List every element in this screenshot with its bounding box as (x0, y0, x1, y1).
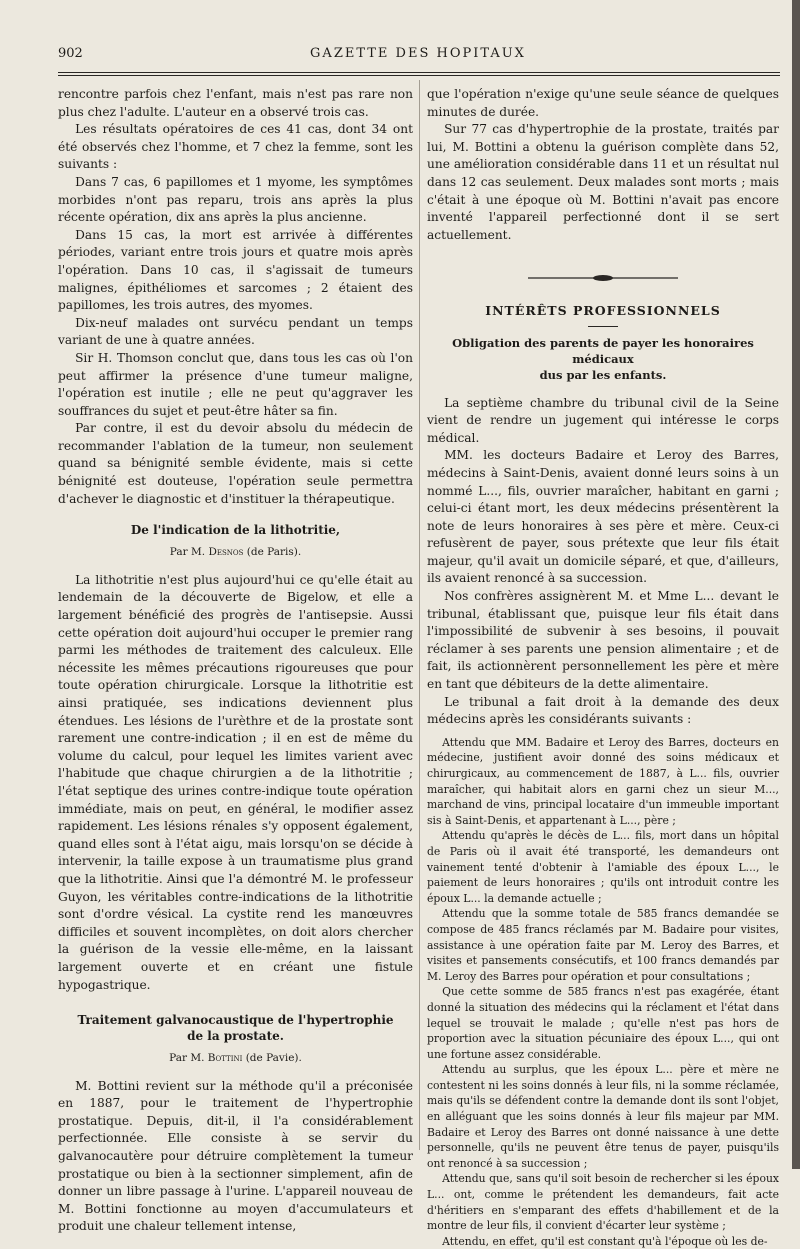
header-rule-top (58, 72, 780, 73)
page-edge (792, 0, 800, 1169)
paragraph: Nos confrères assignèrent M. et Mme L... devant le tribunal, établissant que, puisque leur fils était dans l'impossibilité de subvenir à ses besoins, il pouvait réclamer à ses parents une pension alimentaire ; et de fait, ils actionnèrent personnellement les père et mère en tant que débiteurs de la dette alimentaire. (427, 589, 779, 692)
paragraph: M. Bottini revient sur la méthode qu'il a préconisée en 1887, pour le traitement de l'hypertrophie prostatique. Depuis, dit-il, il l'a considérablement perfectionnée. Elle consiste à se servir du galvanocautère pour détruire complètement la tumeur prostatique ou bien à la sectionner simplement, afin de donner un libre passage à l'urine. L'appareil nouveau de M. Bottini fonctionne au moyen d'accumulateurs et produit une chaleur tellement intense, (58, 1078, 413, 1234)
author-name: Bottini (207, 1052, 243, 1065)
short-rule (588, 326, 618, 327)
considerant: Que cette somme de 585 francs n'est pas exagérée, étant donné la situation des médecins qui la réclament et l'état dans lequel se trouvait le malade ; qu'elle n'est pas hors de proportion avec la situation pécuniaire des époux L..., qui ont une fortune assez considérable. (427, 985, 779, 1061)
section-title-lithotritie: De l'indication de la lithotritie, (130, 523, 341, 538)
byline-desnos (58, 544, 413, 562)
paragraph: La septième chambre du tribunal civil de la Seine vient de rendre un jugement qui intéresse le corps médical. (427, 395, 779, 445)
article-title-line: Obligation des parents de payer les honoraires médicaux (452, 335, 754, 366)
paragraph: que l'opération n'exige qu'une seule séance de quelques minutes de durée. (427, 87, 779, 119)
running-title: GAZETTE DES HOPITAUX (310, 46, 526, 61)
paragraph: rencontre parfois chez l'enfant, mais n'est pas rare non plus chez l'adulte. L'auteur en a observé trois cas. (58, 87, 413, 119)
byline-bottini (58, 1050, 413, 1068)
paragraph: Par contre, il est du devoir absolu du médecin de recommander l'ablation de la tumeur, non seulement quand sa bénignité semble évidente, mais si cette bénignité est douteuse, l'opération seule permettra d'achever le diagnostic et d'instituer la thérapeutique. (58, 421, 413, 506)
column-divider (419, 80, 420, 1150)
considerant: Attendu au surplus, que les époux L... père et mère ne contestent ni les soins donnés à leur fils, ni la somme réclamée, mais qu'ils se défendent contre la demande dont ils sont l'objet, en alléguant que les soins donnés à leur fils majeur par MM. Badaire et Leroy des Barres ont donné naissance à une dette personnelle, qu'ils ne peuvent être tenus de payer, puisqu'ils ont renoncé à sa succession ; (427, 1063, 779, 1170)
paragraph: Le tribunal a fait droit à la demande des deux médecins après les considérants suivants : (427, 694, 779, 727)
paragraph: Dans 7 cas, 6 papillomes et 1 myome, les symptômes morbides n'ont pas reparu, trois ans après la plus récente opération, dix ans après la plus ancienne. (58, 174, 413, 225)
paragraph: La lithotritie n'est plus aujourd'hui ce qu'elle était au lendemain de la découverte de Bigelow, et elle a largement bénéficié des progrès de l'antisepsie. Aussi cette opération doit aujourd'hui occuper le premier rang parmi les méthodes de traitement des calculeux. Elle nécessite les mêmes précautions rigoureuses que pour toute opération chirurgicale. Lorsque la lithotritie est ainsi pratiquée, ses indications deviennent plus étendues. Les lésions de l'urèthre et de la prostate sont rarement une contre-indication ; il en est de même du volume du calcul, pour lequel les limites varient avec l'habitude que chaque chirurgien a de la lithotritie ; l'état septique des urines contre-indique toute opération immédiate, mais on peut, en général, le modifier assez rapidement. Les lésions rénales s'y opposent également, quand elles sont à l'état aigu, mais lorsqu'on se décide à intervenir, la taille expose à un traumatisme plus grand que la lithotritie. Ainsi que l'a démontré M. le professeur Guyon, les véritables contre-indications de la lithotritie sont d'ordre vésical. La cystite rend les manœuvres difficiles et souvent incomplètes, on doit alors chercher la guérison de la vessie elle-même, en la laissant largement ouverte et en créant une fistule hypogastrique. (58, 572, 413, 992)
considerant: Attendu que la somme totale de 585 francs demandée se compose de 485 francs réclamés par M. Badaire pour visites, assistance à une opération faite par M. Leroy des Barres, et visites et pansements consécutifs, et 100 francs demandés par M. Leroy des Barres pour opération et pour consultations ; (427, 907, 779, 983)
article-title-line: dus par les enfants. (539, 367, 667, 382)
section-ornament (427, 270, 779, 288)
paragraph: Sur 77 cas d'hypertrophie de la prostate, traités par lui, M. Bottini a obtenu la guérison complète dans 52, une amélioration considérable dans 11 et un résultat nul dans 12 cas seulement. Deux malades sont morts ; mais c'était à une époque où M. Bottini n'avait pas encore inventé l'appareil perfectionné dont il se sert actuellement. (427, 122, 779, 242)
section-title-line: Traitement galvanocaustique de l'hypertrophie (77, 1013, 394, 1028)
paragraph: Dans 15 cas, la mort est arrivée à différentes périodes, variant entre trois jours et quatre mois après l'opération. Dans 10 cas, il s'agissait de tumeurs malignes, épithéliomes et sarcomes ; 2 étaient des papillomes, les trois autres, des myomes. (58, 227, 413, 313)
left-column (58, 86, 413, 1236)
section-heading: INTÉRÊTS PROFESSIONNELS (485, 302, 721, 318)
paragraph: Sir H. Thomson conclut que, dans tous les cas où l'on peut affirmer la présence d'une tumeur maligne, l'opération est inutile ; elle ne peut qu'aggraver les souffrances du sujet et peut-être hâter sa fin. (58, 350, 413, 418)
considerant: Attendu, en effet, qu'il est constant qu'à l'époque où les de- (442, 1234, 768, 1248)
considerant: Attendu que, sans qu'il soit besoin de rechercher si les époux L... ont, comme le prétendent les demandeurs, fait acte d'héritiers en s'emparant des effets d'habillement et de la montre de leur fils, il convient d'écarter leur système ; (427, 1172, 779, 1233)
ornament-rule-icon (528, 274, 678, 282)
article-title (427, 335, 779, 383)
author-affiliation: (de Paris). (246, 546, 302, 559)
page-header (58, 46, 778, 64)
author-name: Desnos (208, 546, 244, 559)
section-title-galvanocaustique (58, 1012, 413, 1044)
section-title-line: de la prostate. (187, 1029, 284, 1044)
right-column (427, 86, 779, 1249)
byline-prefix: Par M. (169, 546, 206, 559)
paragraph: Les résultats opératoires de ces 41 cas, dont 34 ont été observés chez l'homme, et 7 chez la femme, sont les suivants : (58, 122, 413, 172)
judgment-text (427, 735, 779, 1249)
page-number: 902 (58, 46, 83, 61)
paragraph: MM. les docteurs Badaire et Leroy des Barres, médecins à Saint-Denis, avaient donné leurs soins à un nommé L..., fils, ouvrier maraîcher, habitant en garni ; celui-ci étant mort, les deux médecins présentèrent la note de leurs honoraires à ses père et mère. Ceux-ci refusèrent de payer, sous prétexte que leur fils était majeur, qu'il avait un domicile séparé, et que, d'ailleurs, ils avaient renoncé à sa succession. (427, 448, 779, 586)
considerant: Attendu que MM. Badaire et Leroy des Barres, docteurs en médecine, justifient avoir donné des soins médicaux et chirurgicaux, au commencement de 1887, à L... fils, ouvrier maraîcher, qui habitait alors en garni chez un sieur M..., marchand de vins, principal locataire d'un immeuble important sis à Saint-Denis, et appartenant à L..., père ; (427, 735, 779, 827)
author-affiliation: (de Pavie). (245, 1052, 302, 1065)
considerant: Attendu qu'après le décès de L... fils, mort dans un hôpital de Paris où il avait été transporté, les demandeurs ont vainement tenté d'obtenir à l'amiable des époux L..., le paiement de leurs honoraires ; qu'ils ont introduit contre les époux L... la demande actuelle ; (427, 829, 779, 905)
byline-prefix: Par M. (169, 1052, 205, 1065)
paragraph: Dix-neuf malades ont survécu pendant un temps variant de une à quatre années. (58, 315, 413, 348)
header-rule-bottom (58, 75, 780, 76)
